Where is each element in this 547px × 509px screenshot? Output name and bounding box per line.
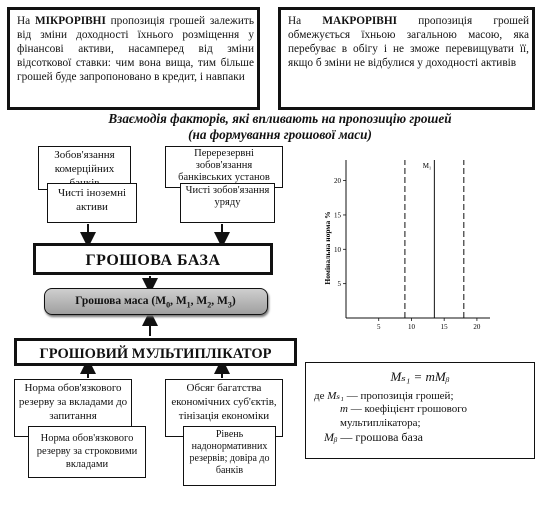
macro-prefix: На <box>288 15 302 27</box>
micro-level-label: МІКРОРІВНІ <box>34 15 106 27</box>
formula-legend: де Mₛ₁ — пропозиція грошей; m — коефіцієнт грошового мультиплікатора; Mᵦ — грошова база <box>314 390 468 445</box>
factor-term-deposit-reserve <box>28 426 146 478</box>
money-mass-label: Грошова маса ($M_0$, $M_1$, $M_2$, $M_3$) <box>75 295 236 310</box>
money-multiplier-box <box>14 338 297 366</box>
factor-excess-reserve-liabilities <box>165 146 283 188</box>
macro-level-label: МАКРОРІВНІ <box>322 15 398 27</box>
diagram-title-line2: (на формування грошової маси) <box>188 126 372 142</box>
chart-x-tick-label: 5 <box>376 323 381 331</box>
chart-y-tick-label: 20 <box>334 177 341 186</box>
factor-wealth-shadow-economy-label: Обсяг багатства економічних суб'єктів, тінізація економіки <box>171 382 277 422</box>
diagram-title <box>40 111 520 143</box>
macro-level-box <box>278 7 535 110</box>
money-multiplier-label: ГРОШОВИЙ МУЛЬТИПЛІКАТОР <box>39 346 272 362</box>
formula-box <box>305 362 535 459</box>
diagram-title-line1: Взаємодія факторів, які впливають на пропозицію грошей <box>108 111 452 126</box>
chart-y-tick-label: 10 <box>334 245 341 254</box>
chart-y-tick-label: 5 <box>337 280 341 289</box>
micro-level-box <box>7 7 260 110</box>
chart-layer <box>334 160 481 331</box>
monetary-base-box <box>33 243 273 275</box>
factor-net-government-liabilities-label: Чисті зобов'язання уряду <box>185 185 270 209</box>
micro-text: пропозиція грошей залежить від зміни доходності їхнього розміщення у фінансові активи, насамперед від зміни відсоткової ставки: чим вона вища, тим більше грошей буде запропоновано в кредит, і навпаки <box>17 15 254 84</box>
chart-y-tick-label: 15 <box>334 211 341 220</box>
chart-x-tick-label: 15 <box>440 323 448 331</box>
chart-x-tick-label: 10 <box>407 323 415 331</box>
money-mass-box <box>44 288 268 315</box>
factor-term-deposit-reserve-label: Норма обов'язкового резерву за строковими вкладами <box>36 433 138 471</box>
macro-text: пропозиція грошей обмежується їхньою загальною масою, яка перебуває в обігу і не зможе перевищувати її, якщо б зміни не відбулися у доходності активів <box>288 15 530 70</box>
factor-excess-reserve-liabilities-label: Перерезервні зобов'язання банківських установ <box>178 148 270 184</box>
factor-net-foreign-assets-label: Чисті іноземні активи <box>57 187 127 213</box>
factor-excess-reserves-trust <box>183 426 276 486</box>
interest-rate-chart <box>318 148 498 338</box>
micro-prefix: На <box>17 15 31 27</box>
monetary-base-label: ГРОШОВА БАЗА <box>85 252 221 269</box>
chart-y-axis-label: Номінальна норма % <box>323 211 332 285</box>
factor-demand-deposit-reserve-label: Норма обов'язкового резерву за вкладами до запитання <box>18 382 128 422</box>
factor-net-foreign-assets <box>47 183 137 223</box>
chart-x-tick-label: 20 <box>473 323 481 331</box>
factor-excess-reserves-trust-label: Рівень надонормативних резервів; довіра до банків <box>189 429 270 476</box>
chart-series-label: M₁ <box>422 162 432 170</box>
formula-main: Mₛ₁ = mMᵦ <box>390 369 450 384</box>
factor-net-government-liabilities <box>180 183 275 223</box>
factor-commercial-bank-liabilities-label: Зобов'язання комерційних <box>54 149 115 175</box>
